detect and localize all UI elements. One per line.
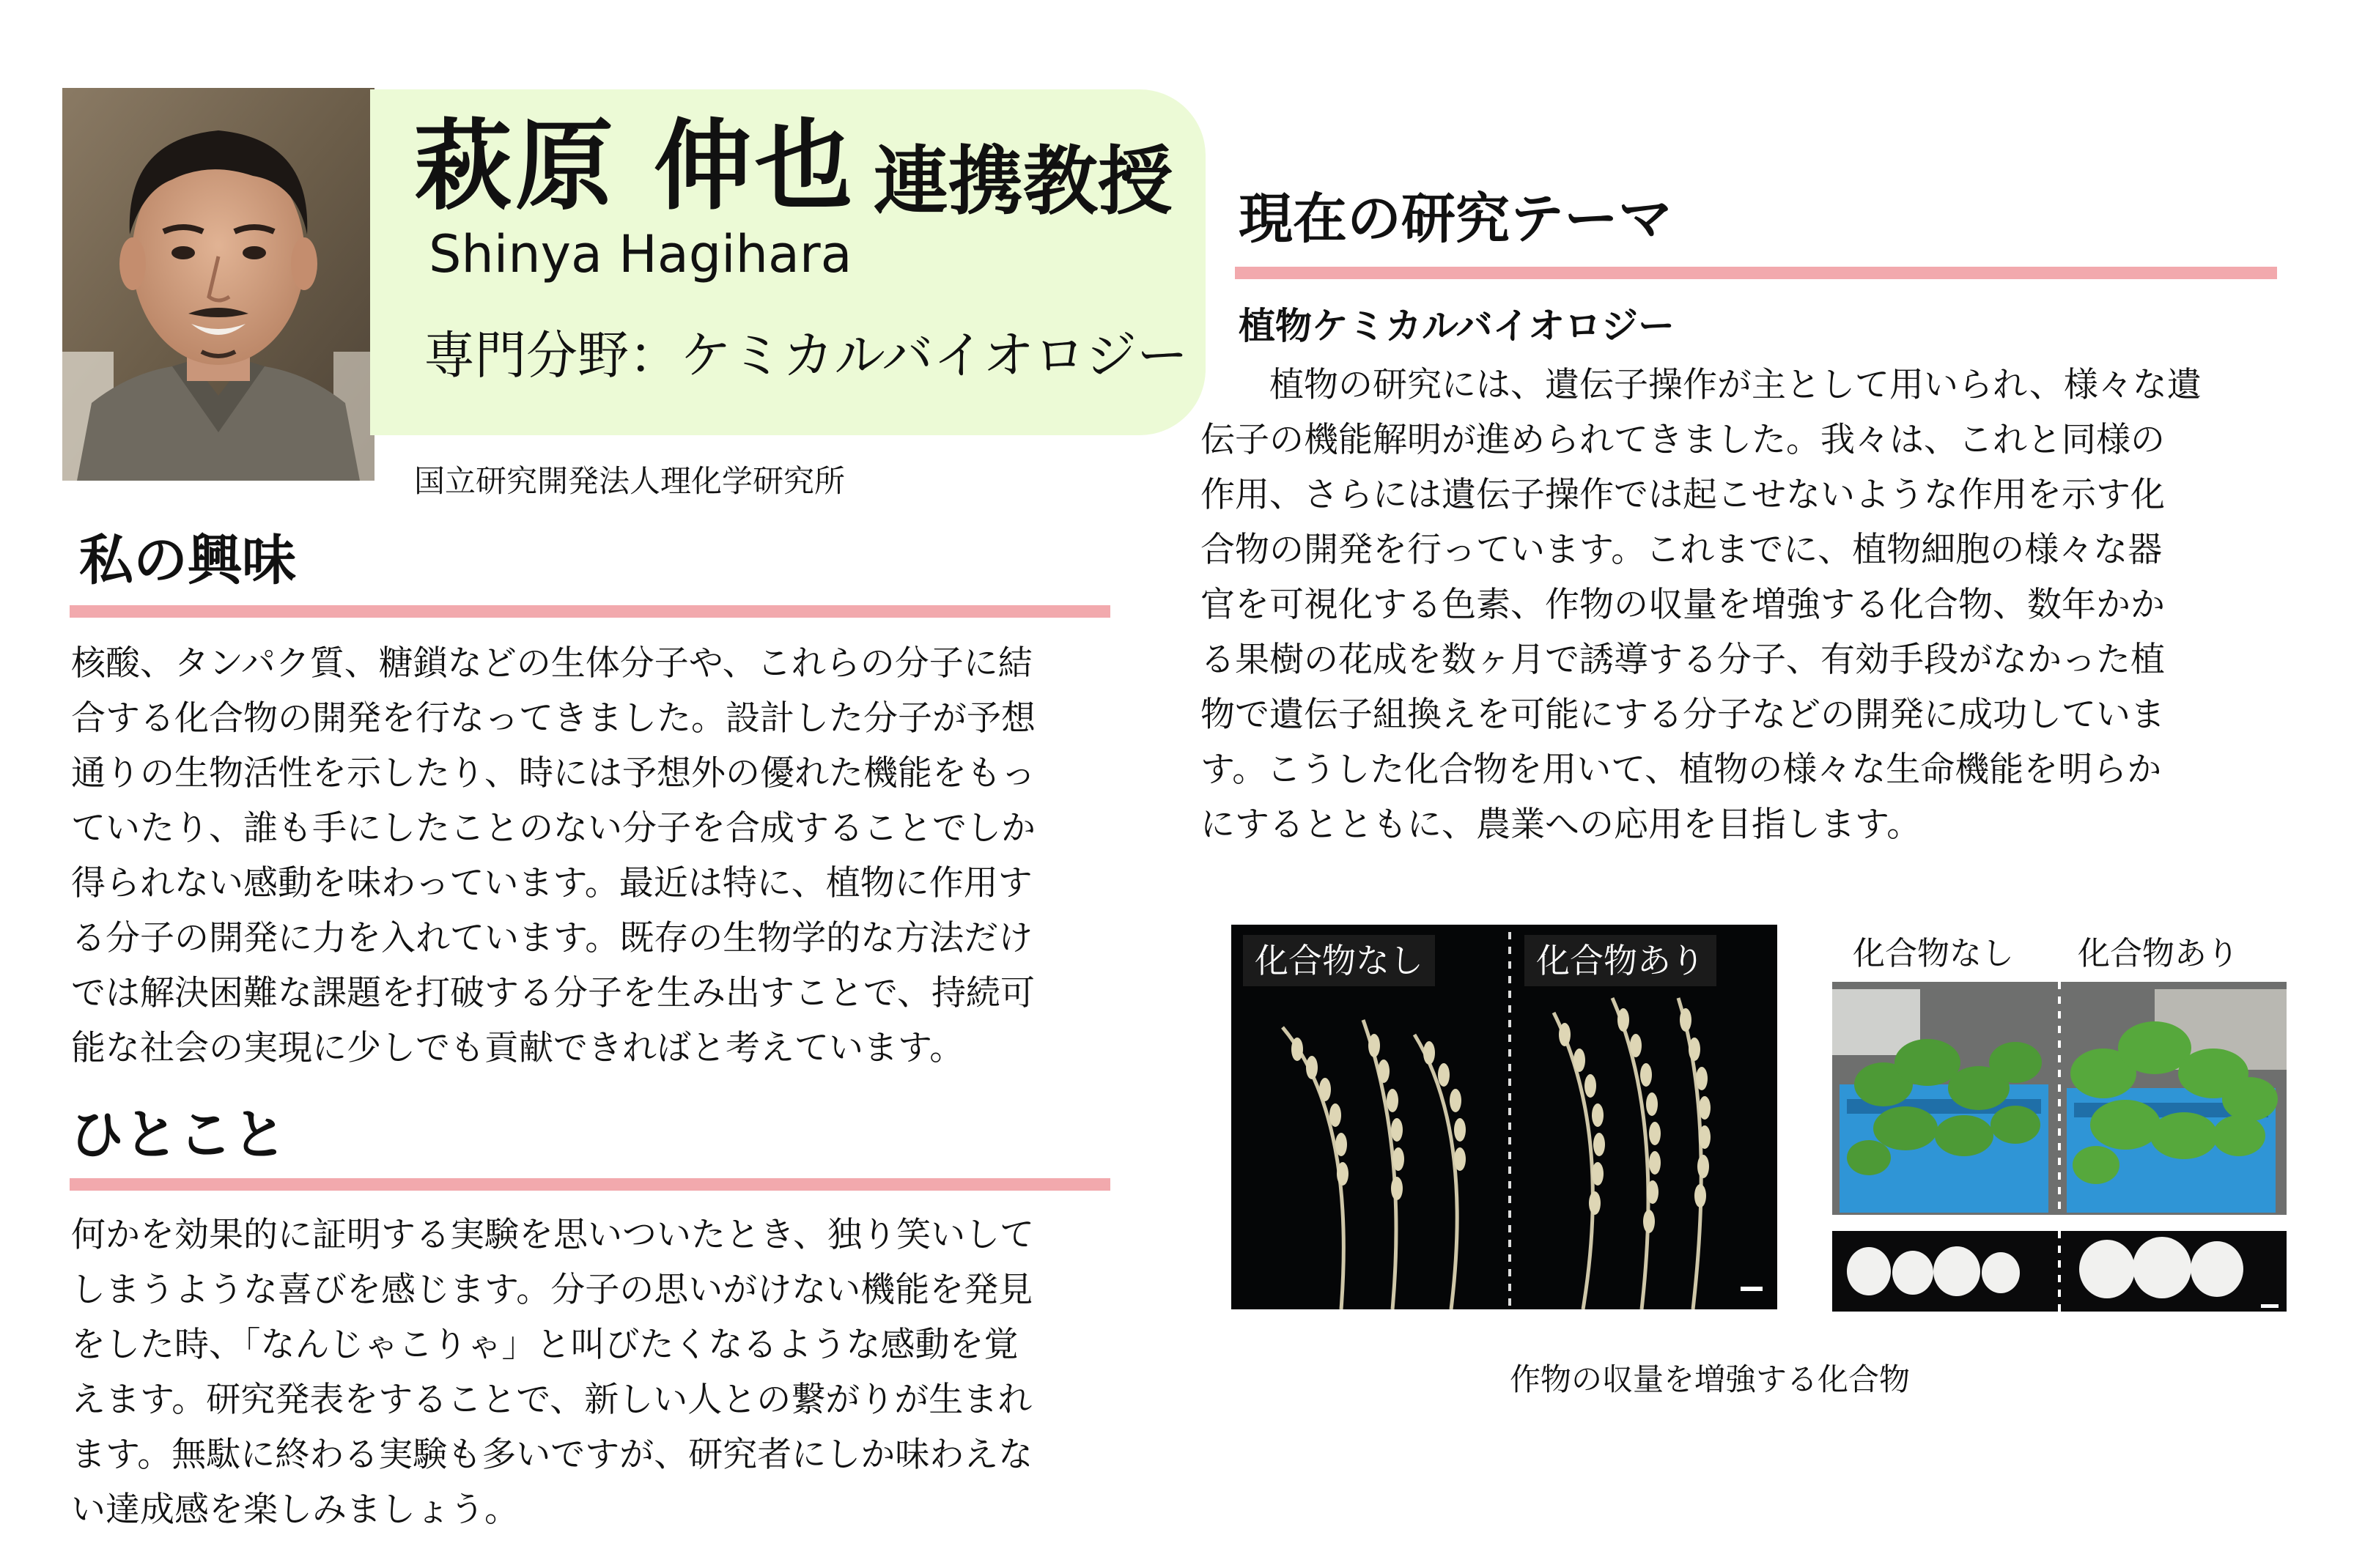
figure-caption: 作物の収量を増強する化合物 (1510, 1361, 1911, 1397)
text-line: す。こうした化合物を用いて、植物の様々な生命機能を明らか (1200, 750, 2162, 790)
label-without-compound: 化合物なし (1243, 935, 1435, 986)
text-line: る分子の開発に力を入れています。既存の生物学的な方法だけ (71, 918, 1033, 958)
person-name: 萩原 伸也 (414, 109, 856, 223)
label-with-compound: 化合物あり (2078, 935, 2239, 972)
text-line: をした時、「なんじゃこりゃ」と叫びたくなるような感動を覚 (71, 1325, 1019, 1365)
hitokoto-text (71, 1208, 1126, 1537)
text-line: 得られない感動を味わっています。最近は特に、植物に作用す (71, 863, 1033, 903)
text-line: 核酸、タンパク質、糖鎖などの生体分子や、これらの分子に結 (71, 643, 1033, 684)
research-heading-rule (1235, 267, 2277, 279)
research-heading: 現在の研究テーマ (1239, 188, 1672, 251)
text-line: 合物の開発を行っています。これまでに、植物細胞の様々な器 (1200, 530, 2163, 570)
text-line: 植物の研究には、遺伝子操作が主として用いられ、様々な遺 (1269, 365, 2202, 405)
research-subtopic: 植物ケミカルバイオロジー (1239, 305, 1675, 347)
text-line: えます。研究発表をすることで、新しい人との繋がりが生まれ (71, 1380, 1033, 1420)
text-line: ていたり、誰も手にしたことのない分子を合成することでしか (71, 808, 1036, 848)
interest-heading-rule (70, 605, 1110, 618)
affiliation: 国立研究開発法人理化学研究所 (414, 463, 846, 499)
portrait-photo (62, 88, 374, 481)
label-with-compound: 化合物あり (1524, 935, 1716, 986)
label-without-compound: 化合物なし (1853, 935, 2014, 972)
text-line: しまうような喜びを感じます。分子の思いがけない機能を発見 (71, 1270, 1033, 1310)
text-line: 作用、さらには遺伝子操作では起こせないような作用を示す化 (1200, 475, 2165, 515)
plant-growth-figure (1818, 916, 2287, 1319)
text-line: 何かを効果的に証明する実験を思いついたとき、独り笑いして (71, 1215, 1035, 1255)
hitokoto-heading: ひとこと (70, 1103, 287, 1166)
text-line: 通りの生物活性を示したり、時には予想外の優れた機能をもっ (71, 753, 1036, 794)
text-line: 伝子の機能解明が進められてきました。我々は、これと同様の (1200, 420, 2165, 460)
text-line: ます。無駄に終わる実験も多いですが、研究者にしか味わえな (71, 1435, 1033, 1475)
text-line: い達成感を楽しみましょう。 (71, 1490, 519, 1530)
research-text (1200, 358, 2287, 852)
text-line: 官を可視化する色素、作物の収量を増強する化合物、数年かか (1200, 585, 2165, 625)
text-line: にするとともに、農業への応用を目指します。 (1200, 805, 1922, 845)
rice-panicle-figure (1231, 925, 1777, 1309)
text-line: 能な社会の実現に少しでも貢献できればと考えています。 (71, 1028, 964, 1068)
specialty-field: 専門分野：ケミカルバイオロジー (424, 325, 1188, 385)
position-title: 連携教授 (874, 138, 1173, 226)
interest-text (71, 636, 1126, 1076)
text-line: 物で遺伝子組換えを可能にする分子などの開発に成功していま (1200, 695, 2165, 735)
hitokoto-heading-rule (70, 1178, 1110, 1191)
interest-heading: 私の興味 (79, 529, 296, 592)
text-line: 合する化合物の開発を行なってきました。設計した分子が予想 (71, 698, 1036, 739)
text-line: では解決困難な課題を打破する分子を生み出すことで、持続可 (71, 973, 1036, 1013)
person-name-english: Shinya Hagihara (429, 224, 852, 284)
text-line: る果樹の花成を数ヶ月で誘導する分子、有効手段がなかった植 (1200, 640, 2165, 680)
